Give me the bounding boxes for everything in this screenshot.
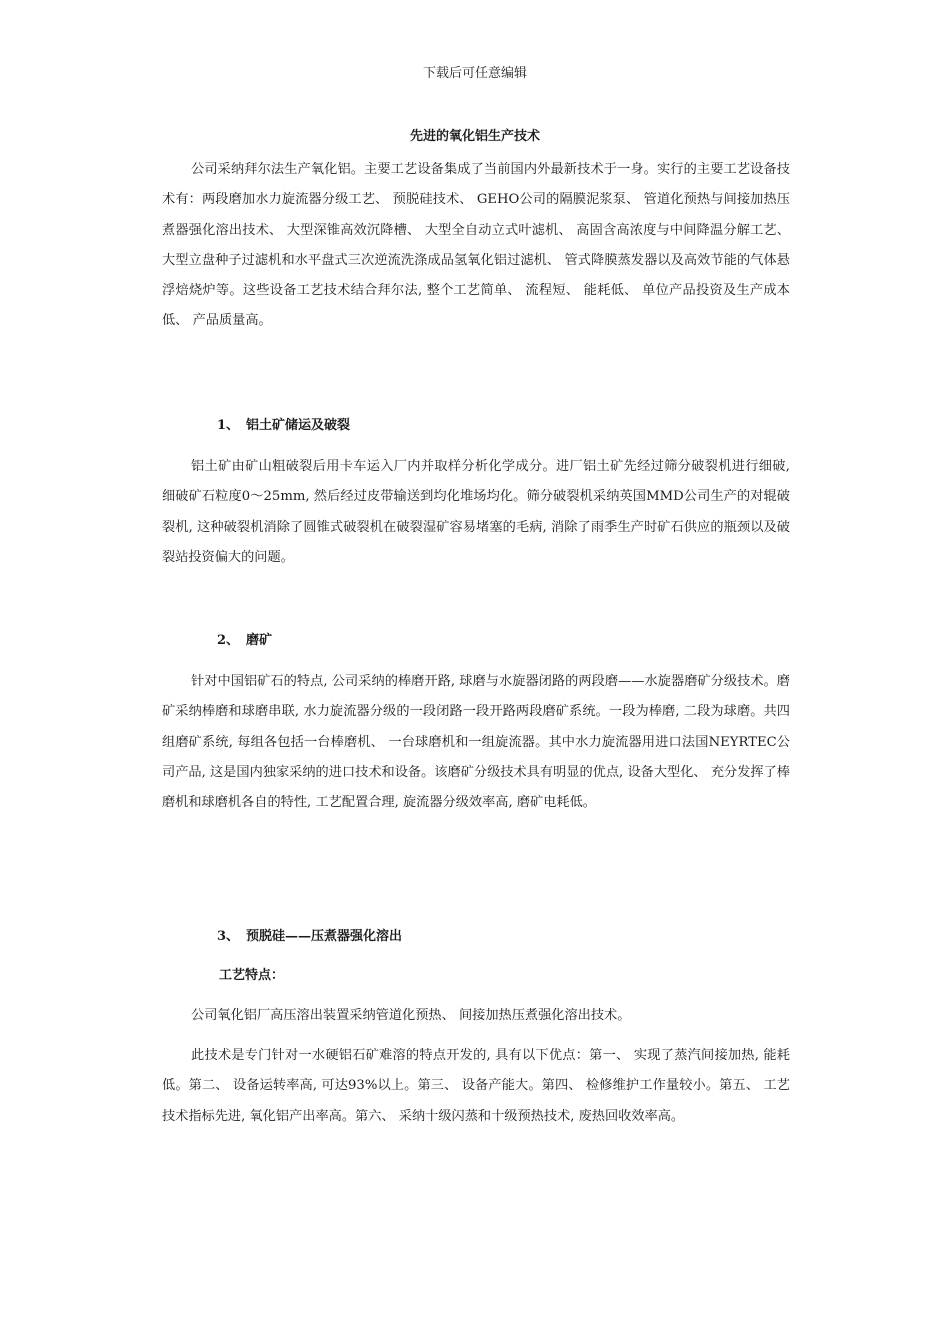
section-3-body-1: 公司氧化铝厂高压溶出装置采纳管道化预热、 间接加热压煮强化溶出技术。	[191, 1008, 631, 1023]
section-1-number: 1、	[217, 418, 240, 433]
intro-paragraph: 公司采纳拜尔法生产氧化铝。主要工艺设备集成了当前国内外最新技术于一身。实行的主要工艺设备技术有：两段磨加水力旋流器分级工艺、 预脱硅技术、 GEHO公司的隔膜泥浆泵、 管道化预热与间接加热压煮器强化溶出技术、 大型深锥高效沉降槽、 大型全自动立式叶滤机、 高固含高浓度与中间降温分解工艺、 大型立盘种子过滤机和水平盘式三次逆流洗涤成品氢氧化铝过滤机、 管式降膜蒸发器以及高效节能的气体悬浮焙烧炉等。这些设备工艺技术结合拜尔法, 整个工艺简单、 流程短、 能耗低、 单位产品投资及生产成本低、 产品质量高。	[162, 162, 790, 329]
section-1-title: 铝土矿储运及破裂	[246, 418, 351, 433]
section-3-body2-block	[162, 1041, 790, 1132]
section-3-title: 预脱硅——压煮器强化溶出	[246, 929, 403, 944]
section-3-heading	[217, 928, 402, 946]
section-3-number: 3、	[217, 929, 240, 944]
section-2-title: 磨矿	[246, 633, 273, 648]
section-1-body: 铝土矿由矿山粗破裂后用卡车运入厂内并取样分析化学成分。进厂铝土矿先经过筛分破裂机进行细破, 细破矿石粒度0～25mm, 然后经过皮带输送到均化堆场均化。筛分破裂机采纳英国MMD公司生产的对辊破裂机, 这种破裂机消除了圆锥式破裂机在破裂湿矿容易堵塞的毛病, 消除了雨季生产时矿石供应的瓶颈以及破裂站投资偏大的问题。	[162, 459, 790, 565]
section-2-heading	[217, 632, 272, 650]
page-header: 下载后可任意编辑	[422, 66, 527, 81]
section-2-number: 2、	[217, 633, 240, 648]
section-3-body-2: 此技术是专门针对一水硬铝石矿难溶的特点开发的, 具有以下优点：第一、 实现了蒸汽间接加热, 能耗低。第二、 设备运转率高, 可达93%以上。第三、 设备产能大。第四、 检修维护工作量较小。第五、 工艺技术指标先进, 氧化铝产出率高。第六、 采纳十级闪蒸和十级预热技术, 废热回收效率高。	[162, 1048, 790, 1124]
section-1-heading	[217, 417, 350, 435]
section-2-body-block	[162, 667, 790, 818]
section-3-body1-block	[162, 1001, 790, 1031]
document-title: 先进的氧化铝生产技术	[409, 129, 540, 144]
section-1-body-block	[162, 452, 790, 573]
section-3-subheading: 工艺特点：	[219, 968, 285, 983]
intro-paragraph-block	[162, 155, 790, 337]
section-2-body: 针对中国铝矿石的特点, 公司采纳的棒磨开路, 球磨与水旋器闭路的两段磨——水旋器磨矿分级技术。磨矿采纳棒磨和球磨串联, 水力旋流器分级的一段闭路一段开路两段磨矿系统。一段为棒磨, 二段为球磨。共四组磨矿系统, 每组各包括一台棒磨机、 一台球磨机和一组旋流器。其中水力旋流器用进口法国NEYRTEC公司产品, 这是国内独家采纳的进口技术和设备。该磨矿分级技术具有明显的优点, 设备大型化、 充分发挥了棒磨机和球磨机各自的特性, 工艺配置合理, 旋流器分级效率高, 磨矿电耗低。	[162, 674, 790, 811]
